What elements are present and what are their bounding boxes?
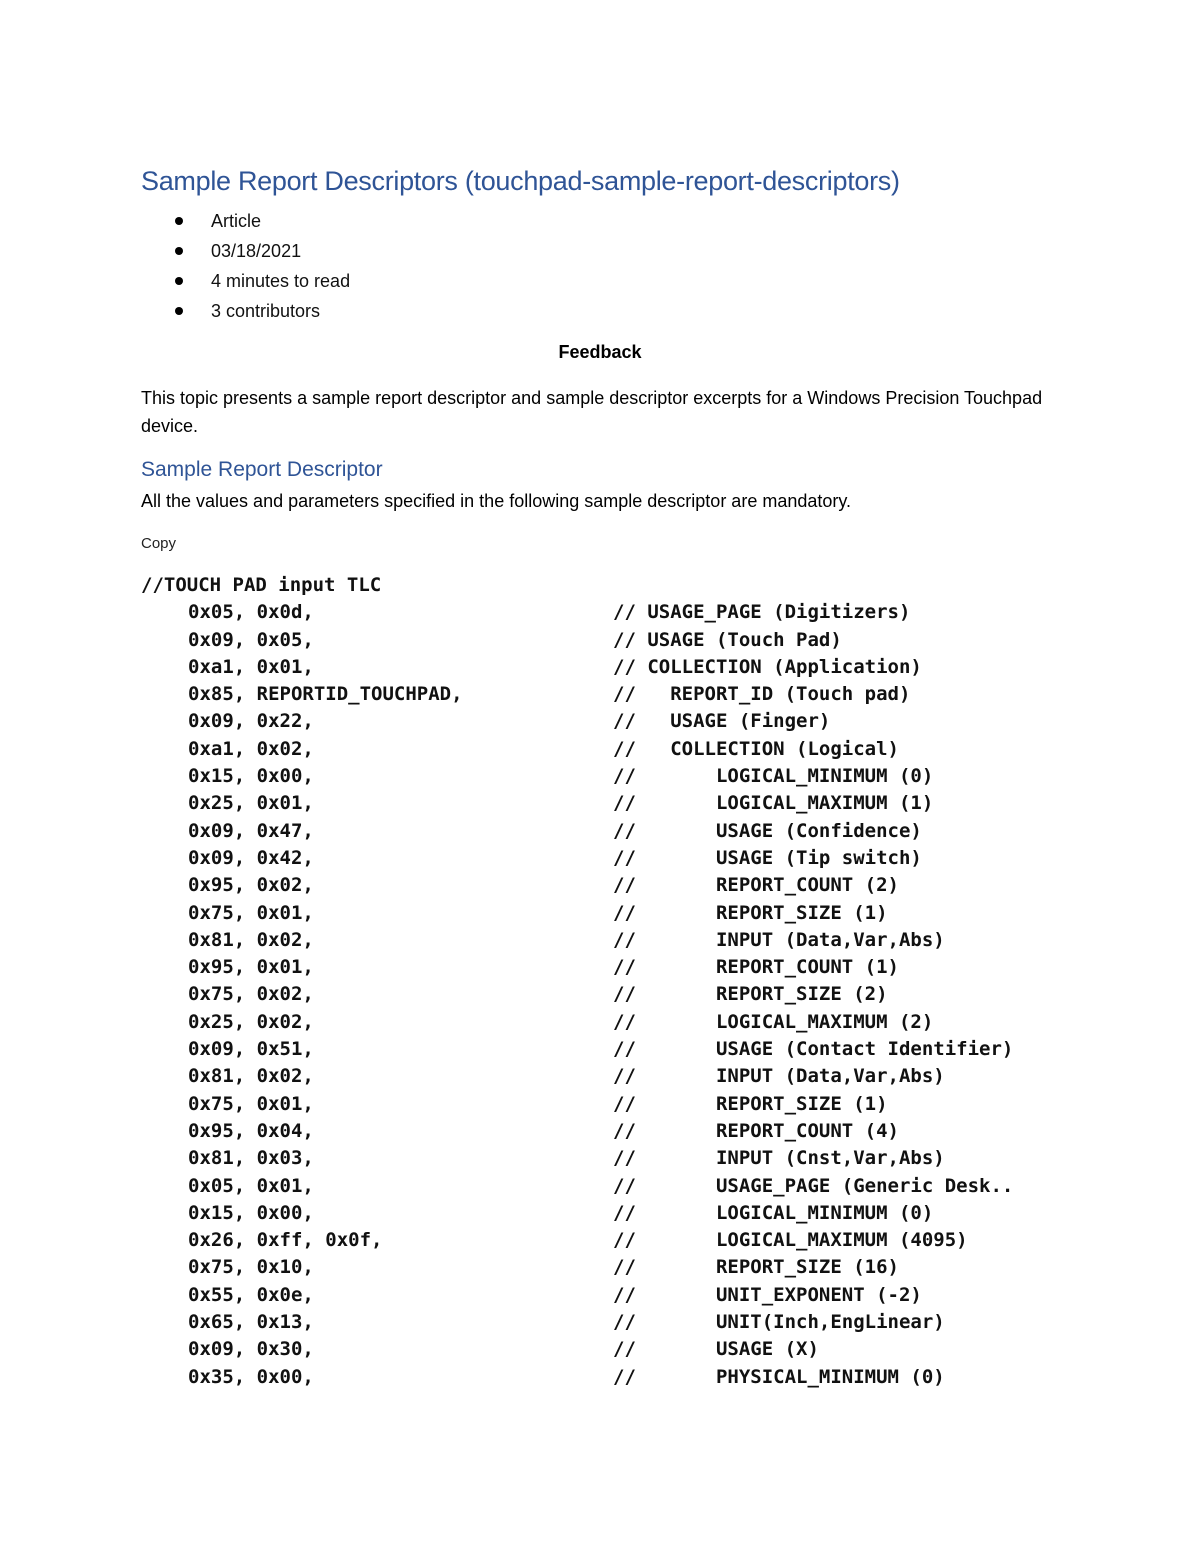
code-comment: // PHYSICAL_MINIMUM (0): [613, 1365, 945, 1388]
code-comment: // USAGE_PAGE (Generic Desk..: [613, 1174, 1014, 1197]
meta-text: Article: [211, 211, 262, 231]
code-comment: // REPORT_SIZE (1): [613, 1092, 888, 1115]
code-bytes: 0xa1, 0x01,: [188, 655, 314, 678]
code-bytes: 0x09, 0x30,: [188, 1338, 314, 1361]
code-line: [141, 1227, 1081, 1254]
bullet-icon: [175, 307, 183, 315]
article-meta-list: [141, 206, 350, 326]
code-line: [141, 872, 1081, 899]
code-bytes: 0x25, 0x01,: [188, 792, 314, 815]
meta-item-date: [141, 236, 350, 266]
code-bytes: 0x09, 0x42,: [188, 846, 314, 869]
code-line: [141, 818, 1081, 845]
code-line: [141, 1364, 1081, 1391]
code-bytes: 0x95, 0x02,: [188, 874, 314, 897]
code-line: [141, 1063, 1081, 1090]
bullet-icon: [175, 217, 183, 225]
code-line: [141, 790, 1081, 817]
code-comment: // USAGE (Touch Pad): [613, 628, 842, 651]
section-description: All the values and parameters specified in the following sample descriptor are mandatory.: [141, 491, 852, 511]
code-line: [141, 681, 1081, 708]
meta-item-contributors[interactable]: [141, 296, 350, 326]
code-comment: // COLLECTION (Application): [613, 655, 922, 678]
code-bytes: 0x26, 0xff, 0x0f,: [188, 1229, 383, 1252]
code-bytes: 0x55, 0x0e,: [188, 1283, 314, 1306]
code-bytes: 0x15, 0x00,: [188, 765, 314, 788]
code-line: [141, 1173, 1081, 1200]
code-comment: // INPUT (Data,Var,Abs): [613, 1065, 945, 1088]
code-line: [141, 954, 1081, 981]
code-bytes: 0x95, 0x01,: [188, 956, 314, 979]
code-comment: // REPORT_COUNT (4): [613, 1119, 899, 1142]
code-comment: // USAGE (Confidence): [613, 819, 922, 842]
feedback-link[interactable]: Feedback: [558, 342, 642, 362]
code-comment: // USAGE (Finger): [613, 710, 831, 733]
code-bytes: 0x09, 0x22,: [188, 710, 314, 733]
code-lines: [141, 599, 1081, 1391]
code-line: [141, 599, 1081, 626]
code-line: [141, 763, 1081, 790]
code-line: [141, 1091, 1081, 1118]
code-line: [141, 1118, 1081, 1145]
code-line: [141, 654, 1081, 681]
code-comment: // REPORT_ID (Touch pad): [613, 683, 911, 706]
code-line: [141, 1200, 1081, 1227]
meta-text: 03/18/2021: [211, 241, 302, 261]
code-bytes: 0x81, 0x02,: [188, 928, 314, 951]
code-comment: // USAGE (X): [613, 1338, 819, 1361]
code-comment: // USAGE_PAGE (Digitizers): [613, 601, 911, 624]
code-comment: // LOGICAL_MAXIMUM (1): [613, 792, 934, 815]
code-comment: // INPUT (Data,Var,Abs): [613, 928, 945, 951]
code-line: [141, 845, 1081, 872]
meta-item-type: [141, 206, 350, 236]
code-bytes: 0x81, 0x02,: [188, 1065, 314, 1088]
code-line: [141, 900, 1081, 927]
code-bytes: 0x75, 0x02,: [188, 983, 314, 1006]
code-line: [141, 1254, 1081, 1281]
code-comment: // USAGE (Contact Identifier): [613, 1038, 1014, 1061]
code-line: [141, 736, 1081, 763]
code-line: [141, 708, 1081, 735]
code-comment: // REPORT_SIZE (2): [613, 983, 888, 1006]
code-bytes: 0x35, 0x00,: [188, 1365, 314, 1388]
code-bytes: 0x95, 0x04,: [188, 1119, 314, 1142]
code-line: [141, 981, 1081, 1008]
code-bytes: 0x75, 0x10,: [188, 1256, 314, 1279]
intro-paragraph: This topic presents a sample report descriptor and sample descriptor excerpts for a Windows Precision Touchpad device.: [141, 388, 1043, 436]
code-line: [141, 1309, 1081, 1336]
code-header: //TOUCH PAD input TLC: [141, 574, 382, 596]
copy-button[interactable]: Copy: [141, 535, 177, 552]
code-comment: // LOGICAL_MINIMUM (0): [613, 1201, 934, 1224]
code-comment: // COLLECTION (Logical): [613, 737, 899, 760]
code-bytes: 0x09, 0x05,: [188, 628, 314, 651]
section-heading: Sample Report Descriptor: [141, 458, 383, 481]
code-bytes: 0x15, 0x00,: [188, 1201, 314, 1224]
code-comment: // INPUT (Cnst,Var,Abs): [613, 1147, 945, 1170]
code-comment: // UNIT_EXPONENT (-2): [613, 1283, 922, 1306]
page-title: Sample Report Descriptors (touchpad-sample-report-descriptors): [141, 166, 900, 196]
code-line: [141, 1009, 1081, 1036]
code-bytes: 0x65, 0x13,: [188, 1311, 314, 1334]
code-block: [141, 572, 1081, 1391]
code-comment: // LOGICAL_MINIMUM (0): [613, 765, 934, 788]
code-comment: // LOGICAL_MAXIMUM (4095): [613, 1229, 968, 1252]
code-bytes: 0x05, 0x01,: [188, 1174, 314, 1197]
meta-item-read-time: [141, 266, 350, 296]
code-line: [141, 1145, 1081, 1172]
code-bytes: 0x81, 0x03,: [188, 1147, 314, 1170]
code-bytes: 0x85, REPORTID_TOUCHPAD,: [188, 683, 463, 706]
meta-text: 4 minutes to read: [211, 271, 351, 291]
code-line: [141, 1282, 1081, 1309]
code-line: [141, 627, 1081, 654]
code-comment: // LOGICAL_MAXIMUM (2): [613, 1010, 934, 1033]
code-bytes: 0x09, 0x47,: [188, 819, 314, 842]
code-bytes: 0x75, 0x01,: [188, 1092, 314, 1115]
code-comment: // REPORT_COUNT (2): [613, 874, 899, 897]
code-comment: // UNIT(Inch,EngLinear): [613, 1311, 945, 1334]
code-line: [141, 927, 1081, 954]
code-bytes: 0xa1, 0x02,: [188, 737, 314, 760]
code-bytes: 0x25, 0x02,: [188, 1010, 314, 1033]
code-comment: // REPORT_SIZE (16): [613, 1256, 899, 1279]
code-comment: // REPORT_SIZE (1): [613, 901, 888, 924]
meta-text[interactable]: 3 contributors: [211, 301, 321, 321]
code-bytes: 0x75, 0x01,: [188, 901, 314, 924]
code-bytes: 0x09, 0x51,: [188, 1038, 314, 1061]
code-comment: // REPORT_COUNT (1): [613, 956, 899, 979]
code-comment: // USAGE (Tip switch): [613, 846, 922, 869]
bullet-icon: [175, 247, 183, 255]
code-line: [141, 1336, 1081, 1363]
bullet-icon: [175, 277, 183, 285]
code-line: [141, 1036, 1081, 1063]
code-bytes: 0x05, 0x0d,: [188, 601, 314, 624]
